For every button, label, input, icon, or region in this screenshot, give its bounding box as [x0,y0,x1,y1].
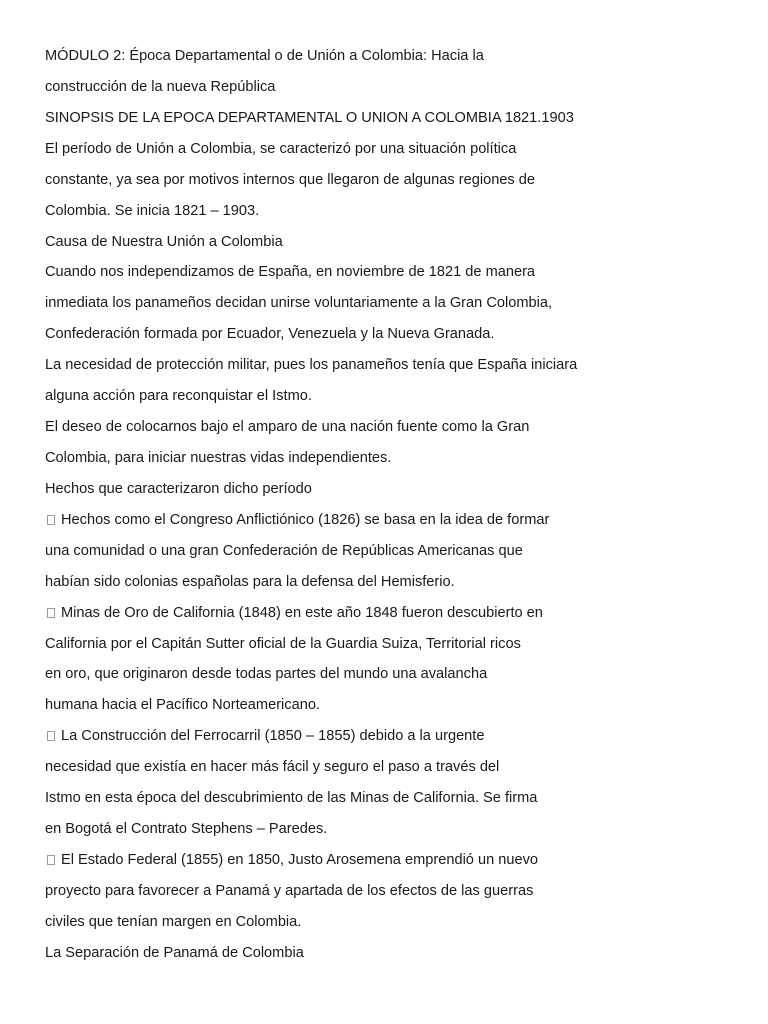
text-line: inmediata los panameños decidan unirse voluntariamente a la Gran Colombia, [45,295,553,312]
text-line: El período de Unión a Colombia, se caracterizó por una situación política [45,140,517,157]
text-line: constante, ya sea por motivos internos que llegaron de algunas regiones de [45,171,536,188]
text-line: civiles que tenían margen en Colombia. [45,913,302,930]
section-heading: La Separación de Panamá de Colombia [45,944,304,961]
bullet-text: Minas de Oro de California (1848) en este año 1848 fueron descubierto en [61,604,543,621]
text-line: Colombia, para iniciar nuestras vidas independientes. [45,449,392,466]
text-line: La necesidad de protección militar, pues los panameños tenía que España iniciara [45,357,578,374]
text-line: en Bogotá el Contrato Stephens – Paredes. [45,821,328,838]
bullet-box-icon [47,731,55,741]
bullet-box-icon [47,515,55,525]
document-text [45,41,735,969]
title-line-1: MÓDULO 2: Época Departamental o de Unión a Colombia: Hacia la [45,48,484,64]
section-heading: Causa de Nuestra Unión a Colombia [45,233,283,250]
bullet-line [45,721,735,752]
bullet-box-icon [47,855,55,865]
synopsis-heading: SINOPSIS DE LA EPOCA DEPARTAMENTAL O UNION A COLOMBIA 1821.1903 [45,109,574,126]
text-line: una comunidad o una gran Confederación de Repúblicas Americanas que [45,542,523,559]
section-heading: Hechos que caracterizaron dicho período [45,480,312,497]
text-line: proyecto para favorecer a Panamá y apartada de los efectos de las guerras [45,882,534,899]
text-line: necesidad que existía en hacer más fácil y seguro el paso a través del [45,759,500,776]
bullet-text: Hechos como el Congreso Anflictiónico (1826) se basa en la idea de formar [61,511,550,528]
text-line: California por el Capitán Sutter oficial de la Guardia Suiza, Territorial ricos [45,635,521,652]
text-line: Istmo en esta época del descubrimiento de las Minas de California. Se firma [45,790,538,807]
text-line: Confederación formada por Ecuador, Venezuela y la Nueva Granada. [45,326,495,343]
title-line-2: construcción de la nueva República [45,78,276,95]
text-line: en oro, que originaron desde todas partes del mundo una avalancha [45,666,488,683]
text-line: Cuando nos independizamos de España, en noviembre de 1821 de manera [45,264,536,281]
text-line: El deseo de colocarnos bajo el amparo de una nación fuente como la Gran [45,419,530,436]
bullet-line [45,598,735,629]
text-line: alguna acción para reconquistar el Istmo. [45,388,312,405]
bullet-line [45,505,735,536]
bullet-line [45,845,735,876]
bullet-box-icon [47,608,55,618]
bullet-text: El Estado Federal (1855) en 1850, Justo Arosemena emprendió un nuevo [61,851,539,868]
text-line: humana hacia el Pacífico Norteamericano. [45,697,320,714]
text-line: habían sido colonias españolas para la defensa del Hemisferio. [45,573,455,590]
text-line: Colombia. Se inicia 1821 – 1903. [45,202,260,219]
bullet-text: La Construcción del Ferrocarril (1850 – 1855) debido a la urgente [61,728,485,745]
